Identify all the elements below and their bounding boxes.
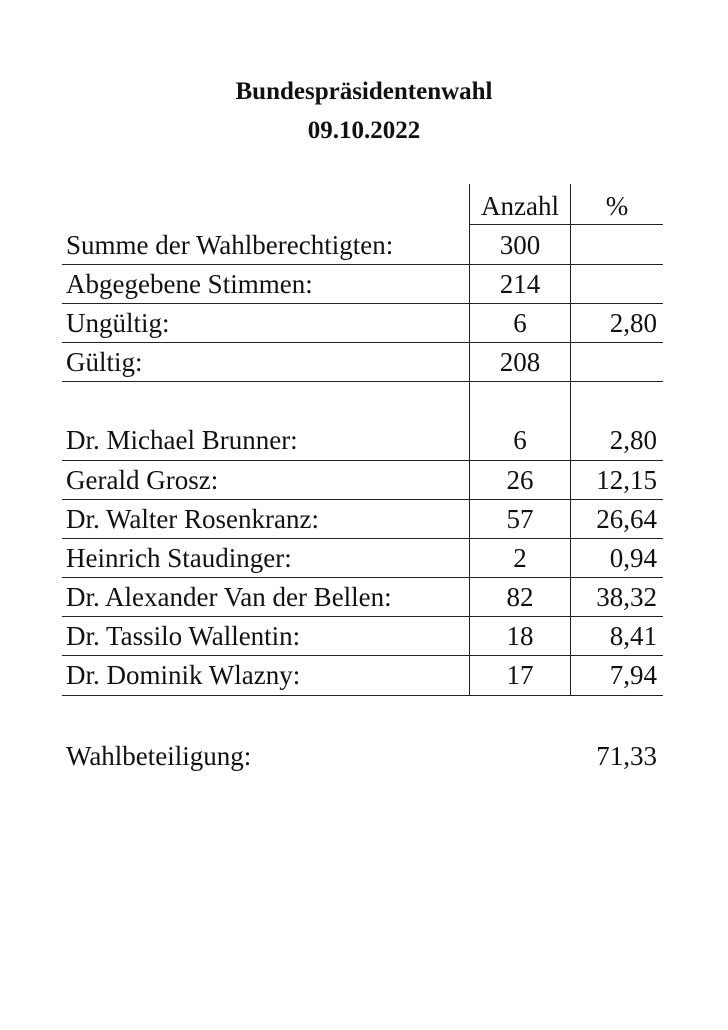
- row-label: Gerald Grosz:: [66, 465, 219, 495]
- document-date: 09.10.2022: [307, 117, 421, 144]
- row-count: 82: [506, 582, 534, 612]
- turnout-percent: 71,33: [596, 741, 657, 771]
- row-percent: 26,64: [596, 504, 657, 534]
- table-row: [66, 461, 663, 499]
- turnout-row: [66, 737, 657, 775]
- column-header-count: Anzahl: [481, 191, 559, 221]
- row-divider: [62, 695, 663, 696]
- table-row: [66, 265, 663, 303]
- row-count: 18: [506, 621, 534, 651]
- row-percent: 2,80: [609, 308, 657, 338]
- turnout-label: Wahlbeteiligung:: [66, 741, 252, 771]
- row-count: 57: [506, 504, 534, 534]
- row-label: Dr. Alexander Van der Bellen:: [66, 582, 392, 612]
- row-label: Dr. Walter Rosenkranz:: [66, 504, 320, 534]
- table-row: [66, 617, 663, 655]
- row-percent: 0,94: [609, 543, 657, 573]
- row-percent: 38,32: [596, 582, 657, 612]
- row-divider: [469, 224, 663, 225]
- row-count: 26: [506, 465, 534, 495]
- row-label: Dr. Michael Brunner:: [66, 425, 298, 455]
- row-count: 208: [499, 347, 541, 377]
- row-label: Summe der Wahlberechtigten:: [66, 230, 394, 260]
- row-percent: 7,94: [609, 660, 657, 690]
- row-label: Heinrich Staudinger:: [66, 543, 292, 573]
- row-count: 2: [513, 543, 527, 573]
- row-count: 6: [513, 308, 527, 338]
- table-row: [66, 421, 663, 459]
- row-label: Dr. Tassilo Wallentin:: [66, 621, 301, 651]
- row-divider: [62, 381, 663, 382]
- row-count: 6: [513, 425, 527, 455]
- row-label: Gültig:: [66, 347, 143, 377]
- table-row: [66, 500, 663, 538]
- table-row: [66, 304, 663, 342]
- table-row: [66, 578, 663, 616]
- table-row: [66, 343, 663, 381]
- row-count: 17: [506, 660, 534, 690]
- row-label: Dr. Dominik Wlazny:: [66, 660, 301, 690]
- row-percent: 2,80: [609, 425, 657, 455]
- table-row: [66, 226, 663, 264]
- table-row: [66, 656, 663, 694]
- row-count: 300: [499, 230, 541, 260]
- row-label: Ungültig:: [66, 308, 170, 338]
- table-row: [66, 539, 663, 577]
- column-header-percent: %: [605, 191, 629, 221]
- row-count: 214: [499, 269, 541, 299]
- row-label: Abgegebene Stimmen:: [66, 269, 313, 299]
- row-percent: 8,41: [609, 621, 657, 651]
- document-title: Bundespräsidentenwahl: [235, 78, 493, 105]
- row-percent: 12,15: [596, 465, 657, 495]
